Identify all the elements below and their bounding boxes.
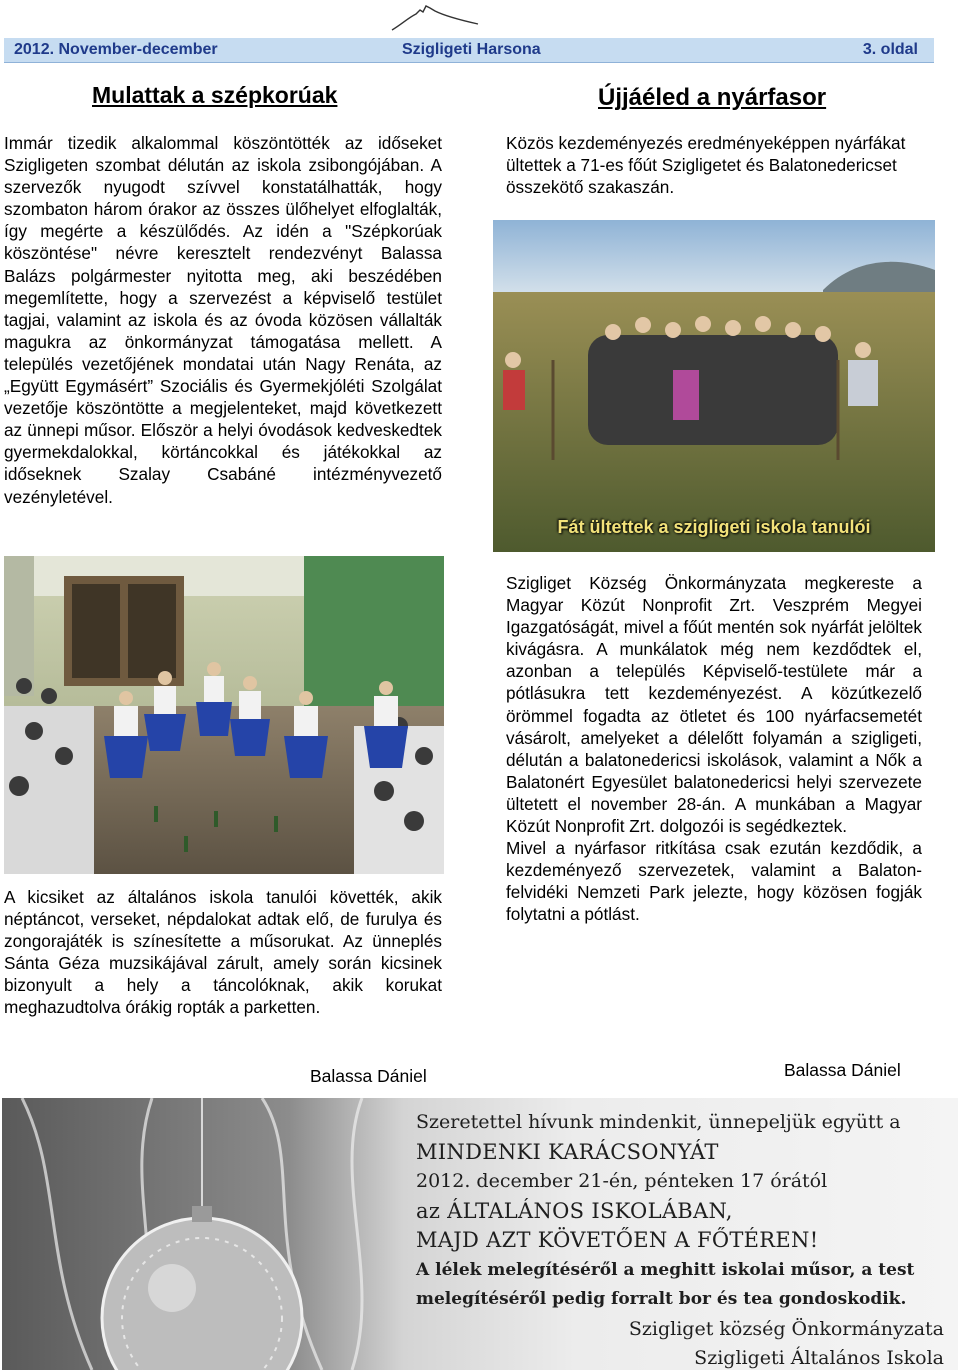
invitation-text <box>416 1108 956 1370</box>
invitation-line-9: Szigligeti Általános Iskola <box>694 1347 944 1369</box>
invitation-line-5: MAJD AZT KÖVETŐEN A FŐTÉREN! <box>416 1228 819 1252</box>
tree-planting-photo <box>493 220 935 552</box>
invitation-line-8: Szigliget község Önkormányzata <box>628 1317 944 1340</box>
author-signature-left: Balassa Dániel <box>310 1066 427 1086</box>
ornament-decoration <box>2 1098 422 1370</box>
article-title-left: Mulattak a szépkorúak <box>92 82 338 108</box>
masthead-logo <box>390 2 480 32</box>
invitation-line-7: melegítéséről pedig forralt bor és tea gondoskodik. <box>416 1289 907 1309</box>
article-right-lead: Közös kezdeményezés eredményeképpen nyárfákat ültettek a 71-es főút Szigligetet és Balatonedericset összekötő szakaszán. <box>506 133 906 198</box>
invitation-line-2: MINDENKI KARÁCSONYÁT <box>416 1139 719 1164</box>
article-right-body: Szigliget Község Önkormányzata megkereste a Magyar Közút Nonprofit Zrt. Veszprém Megyei Igazgatóságát, mivel a főút mentén sok nyárfát jelöltek kivágásra. A munkálatok még nem kezdődtek el, azonban a település Képviselő-testülete már a pótlásukra tett kezdeményezést. A közútkezelő örömmel fogadta az ötletet és 100 nyárfacsemetét vásárolt, amelyeket a délelőtt folyamán a szigligeti, délután a balatonedericsi iskolások, valamint a Nők a Balatonért Egyesület balatonedericsi helyi szervezete ültetett el november 28-án. A munkában a Magyar Közút Nonprofit Zrt. dolgozói is segédkeztek. Mivel a nyárfasor ritkítása csak ezután kezdődik, a kezdeményező szervezetek, valamint a Balaton-felvidéki Nemzeti Park jelezte, hogy közösen fogják folytatni a pótlást. <box>506 573 922 925</box>
page-header <box>4 38 934 63</box>
invitation-line-1: Szeretettel hívunk mindenkit, ünnepeljük együtt a <box>416 1111 901 1133</box>
paper-name: Szigligeti Harsona <box>402 41 541 58</box>
photo-caption: Fát ültettek a szigligeti iskola tanulói <box>557 517 871 537</box>
invitation-line-6: A lélek melegítéséről a meghitt iskolai műsor, a test <box>416 1259 915 1280</box>
article-left-paragraph-2: A kicsiket az általános iskola tanulói követték, akik néptáncot, verseket, népdalokat adtak elő, de furulya és zongorajáték is színesítette a műsorukat. Az ünneplés Sánta Géza muzsikájával zárult, amely során kicsinek bizonyult a hely a táncolóknak, akik korukat meghazudtolva órákig ropták a parketten. <box>4 887 442 1018</box>
invitation-line-3: 2012. december 21-én, pénteken 17 órától <box>416 1170 828 1192</box>
folk-dance-photo <box>4 556 444 874</box>
article-left-paragraph-1: Immár tizedik alkalommal köszöntötték az időseket Szigligeten szombat délután az iskola zsibongójában. A szervezők nyugodt szívvel konstatálhatták, hogy szombaton három órakor az összes ülőhelyet elfoglalták, így megérte a készülődés. Az idén a "Szépkorúak köszöntése" névre keresztelt rendezvényt Balassa Balázs polgármester nyitotta meg, aki beszédében megemlítette, hogy a szervezést a képviselő testület tagjai, valamint az iskola és az óvoda közösen vállalták magukra az önkormányzat támogatása mellett. A település vezetőjének mondatai után Nagy Renáta, az „Együtt Egymásért” Szociális és Gyermekjóléti Szolgálat vezetője köszöntötte a megjelenteket, majd következett az ünnepi műsor. Először a helyi óvodások kedveskedtek gyermekdalokkal, körtáncokkal és játékokkal az időseknek Szalay Csabáné intézményvezető vezényletével. <box>4 133 442 507</box>
christmas-invitation-banner <box>2 1098 958 1370</box>
page-number: 3. oldal <box>862 41 918 58</box>
article-title-right: Újjáéled a nyárfasor <box>598 84 827 111</box>
author-signature-right: Balassa Dániel <box>784 1060 901 1080</box>
issue-date: 2012. November-december <box>14 41 218 58</box>
invitation-line-4: az ÁLTALÁNOS ISKOLÁBAN, <box>416 1198 733 1223</box>
